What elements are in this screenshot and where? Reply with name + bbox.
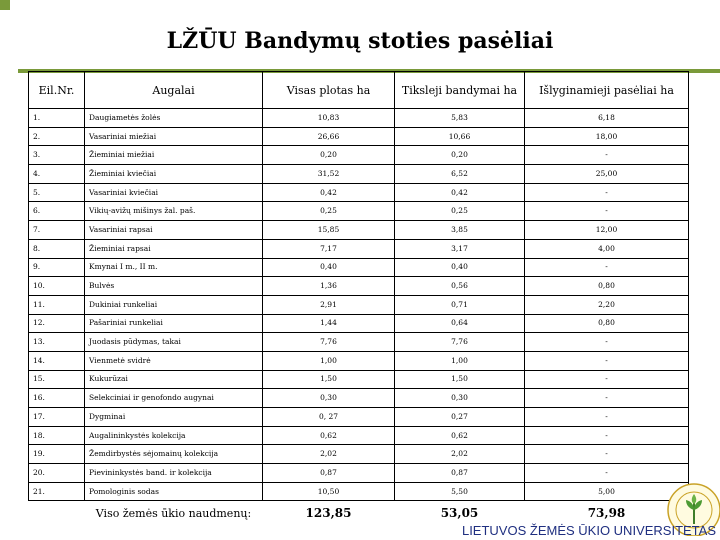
precise-trials: 2,02	[395, 445, 525, 464]
row-number: 2.	[29, 127, 85, 146]
leveling-crops: -	[525, 333, 689, 352]
row-number: 18.	[29, 426, 85, 445]
crop-name: Bulvės	[85, 277, 263, 296]
precise-trials: 0,64	[395, 314, 525, 333]
table-row	[29, 239, 689, 258]
precise-trials: 0,56	[395, 277, 525, 296]
precise-trials: 0,20	[395, 146, 525, 165]
crop-name: Vasariniai kviečiai	[85, 183, 263, 202]
total-area: 0,40	[263, 258, 395, 277]
row-number: 5.	[29, 183, 85, 202]
table-row	[29, 258, 689, 277]
total-precise-value: 53,05	[440, 506, 479, 521]
row-number: 16.	[29, 389, 85, 408]
row-number: 6.	[29, 202, 85, 221]
total-row	[29, 501, 689, 526]
total-area: 0,25	[263, 202, 395, 221]
table-row	[29, 165, 689, 184]
header-total-area: Visas plotas ha	[263, 72, 395, 109]
total-area: 0,87	[263, 464, 395, 483]
table-row	[29, 426, 689, 445]
leveling-crops: -	[525, 146, 689, 165]
corner-accent	[0, 0, 10, 10]
total-area: 1,36	[263, 277, 395, 296]
crop-name: Vienmetė svidrė	[85, 351, 263, 370]
leveling-crops: 6,18	[525, 109, 689, 128]
total-leveling-value: 73,98	[587, 506, 626, 521]
row-number: 9.	[29, 258, 85, 277]
table-row	[29, 351, 689, 370]
crop-name: Vasariniai rapsai	[85, 221, 263, 240]
total-area: 7,17	[263, 239, 395, 258]
table-row	[29, 333, 689, 352]
total-area: 31,52	[263, 165, 395, 184]
table-row	[29, 389, 689, 408]
header-crops: Augalai	[85, 72, 263, 109]
header-leveling-crops: Išlyginamieji pasėliai ha	[525, 72, 689, 109]
precise-trials: 0,42	[395, 183, 525, 202]
precise-trials: 0,62	[395, 426, 525, 445]
leveling-crops: -	[525, 351, 689, 370]
row-number: 8.	[29, 239, 85, 258]
total-area: 26,66	[263, 127, 395, 146]
precise-trials: 1,50	[395, 370, 525, 389]
precise-trials: 7,76	[395, 333, 525, 352]
leveling-crops: 4,00	[525, 239, 689, 258]
total-area: 0,42	[263, 183, 395, 202]
precise-trials: 5,83	[395, 109, 525, 128]
table-row	[29, 221, 689, 240]
crop-name: Dukiniai runkeliai	[85, 295, 263, 314]
leveling-crops: -	[525, 258, 689, 277]
crop-name: Žemdirbystės sėjomainų kolekcija	[85, 445, 263, 464]
total-area: 1,44	[263, 314, 395, 333]
table-row	[29, 127, 689, 146]
header-no: Eil.Nr.	[29, 72, 85, 109]
table-row	[29, 202, 689, 221]
precise-trials: 0,71	[395, 295, 525, 314]
leveling-crops: 25,00	[525, 165, 689, 184]
precise-trials: 0,27	[395, 408, 525, 427]
precise-trials: 1,00	[395, 351, 525, 370]
total-area: 0, 27	[263, 408, 395, 427]
crops-table	[28, 71, 689, 525]
table-row	[29, 370, 689, 389]
crop-name: Selekciniai ir genofondo augynai	[85, 389, 263, 408]
leveling-crops: -	[525, 408, 689, 427]
total-area: 0,20	[263, 146, 395, 165]
crop-name: Žieminiai miežiai	[85, 146, 263, 165]
table-row	[29, 146, 689, 165]
header-precise-trials: Tiksleji bandymai ha	[395, 72, 525, 109]
leveling-crops: 5,00	[525, 482, 689, 501]
leveling-crops: -	[525, 445, 689, 464]
total-area: 2,02	[263, 445, 395, 464]
total-area: 10,83	[263, 109, 395, 128]
row-number: 11.	[29, 295, 85, 314]
table-row	[29, 445, 689, 464]
crop-name: Kmynai I m., II m.	[85, 258, 263, 277]
row-number: 3.	[29, 146, 85, 165]
total-area: 1,50	[263, 370, 395, 389]
table-row	[29, 408, 689, 427]
table-row	[29, 109, 689, 128]
leveling-crops: 18,00	[525, 127, 689, 146]
leveling-crops: -	[525, 389, 689, 408]
leveling-crops: -	[525, 464, 689, 483]
total-area: 0,62	[263, 426, 395, 445]
precise-trials: 0,87	[395, 464, 525, 483]
table-row	[29, 314, 689, 333]
crop-name: Pašariniai runkeliai	[85, 314, 263, 333]
row-number: 15.	[29, 370, 85, 389]
crop-name: Kukurūzai	[85, 370, 263, 389]
precise-trials: 3,85	[395, 221, 525, 240]
leveling-crops: -	[525, 183, 689, 202]
crop-name: Žieminiai kviečiai	[85, 165, 263, 184]
total-area: 1,00	[263, 351, 395, 370]
crop-name: Pomologinis sodas	[85, 482, 263, 501]
row-number: 13.	[29, 333, 85, 352]
leveling-crops: 0,80	[525, 277, 689, 296]
crop-name: Vikių-avižų mišinys žal. paš.	[85, 202, 263, 221]
footer-university-name: LIETUVOS ŽEMĖS ŪKIO UNIVERSITETAS	[461, 523, 716, 538]
leveling-crops: 0,80	[525, 314, 689, 333]
leveling-crops: 12,00	[525, 221, 689, 240]
row-number: 17.	[29, 408, 85, 427]
crop-name: Daugiametės žolės	[85, 109, 263, 128]
precise-trials: 0,30	[395, 389, 525, 408]
table-row	[29, 482, 689, 501]
leveling-crops: -	[525, 426, 689, 445]
total-area-value: 123,85	[305, 506, 352, 521]
table-body	[29, 109, 689, 501]
total-area: 7,76	[263, 333, 395, 352]
crop-name: Juodasis pūdymas, takai	[85, 333, 263, 352]
total-area: 2,91	[263, 295, 395, 314]
page-title: LŽŪU Bandymų stoties pasėliai	[166, 28, 554, 54]
precise-trials: 3,17	[395, 239, 525, 258]
precise-trials: 6,52	[395, 165, 525, 184]
table-row	[29, 464, 689, 483]
precise-trials: 10,66	[395, 127, 525, 146]
row-number: 21.	[29, 482, 85, 501]
row-number: 7.	[29, 221, 85, 240]
table-row	[29, 295, 689, 314]
row-number: 19.	[29, 445, 85, 464]
row-number: 1.	[29, 109, 85, 128]
leveling-crops: -	[525, 202, 689, 221]
table-row	[29, 183, 689, 202]
row-number: 20.	[29, 464, 85, 483]
total-area: 0,30	[263, 389, 395, 408]
crop-name: Pievininkystės band. ir kolekcija	[85, 464, 263, 483]
precise-trials: 0,40	[395, 258, 525, 277]
total-label: Viso žemės ūkio naudmenų:	[95, 506, 252, 520]
table-row	[29, 277, 689, 296]
leveling-crops: -	[525, 370, 689, 389]
row-number: 4.	[29, 165, 85, 184]
total-area: 15,85	[263, 221, 395, 240]
row-number: 10.	[29, 277, 85, 296]
precise-trials: 5,50	[395, 482, 525, 501]
crop-name: Vasariniai miežiai	[85, 127, 263, 146]
table-header-row	[29, 72, 689, 109]
crop-name: Augalininkystės kolekcija	[85, 426, 263, 445]
row-number: 12.	[29, 314, 85, 333]
crop-name: Žieminiai rapsai	[85, 239, 263, 258]
row-number: 14.	[29, 351, 85, 370]
precise-trials: 0,25	[395, 202, 525, 221]
total-area: 10,50	[263, 482, 395, 501]
crop-name: Dygminai	[85, 408, 263, 427]
leveling-crops: 2,20	[525, 295, 689, 314]
